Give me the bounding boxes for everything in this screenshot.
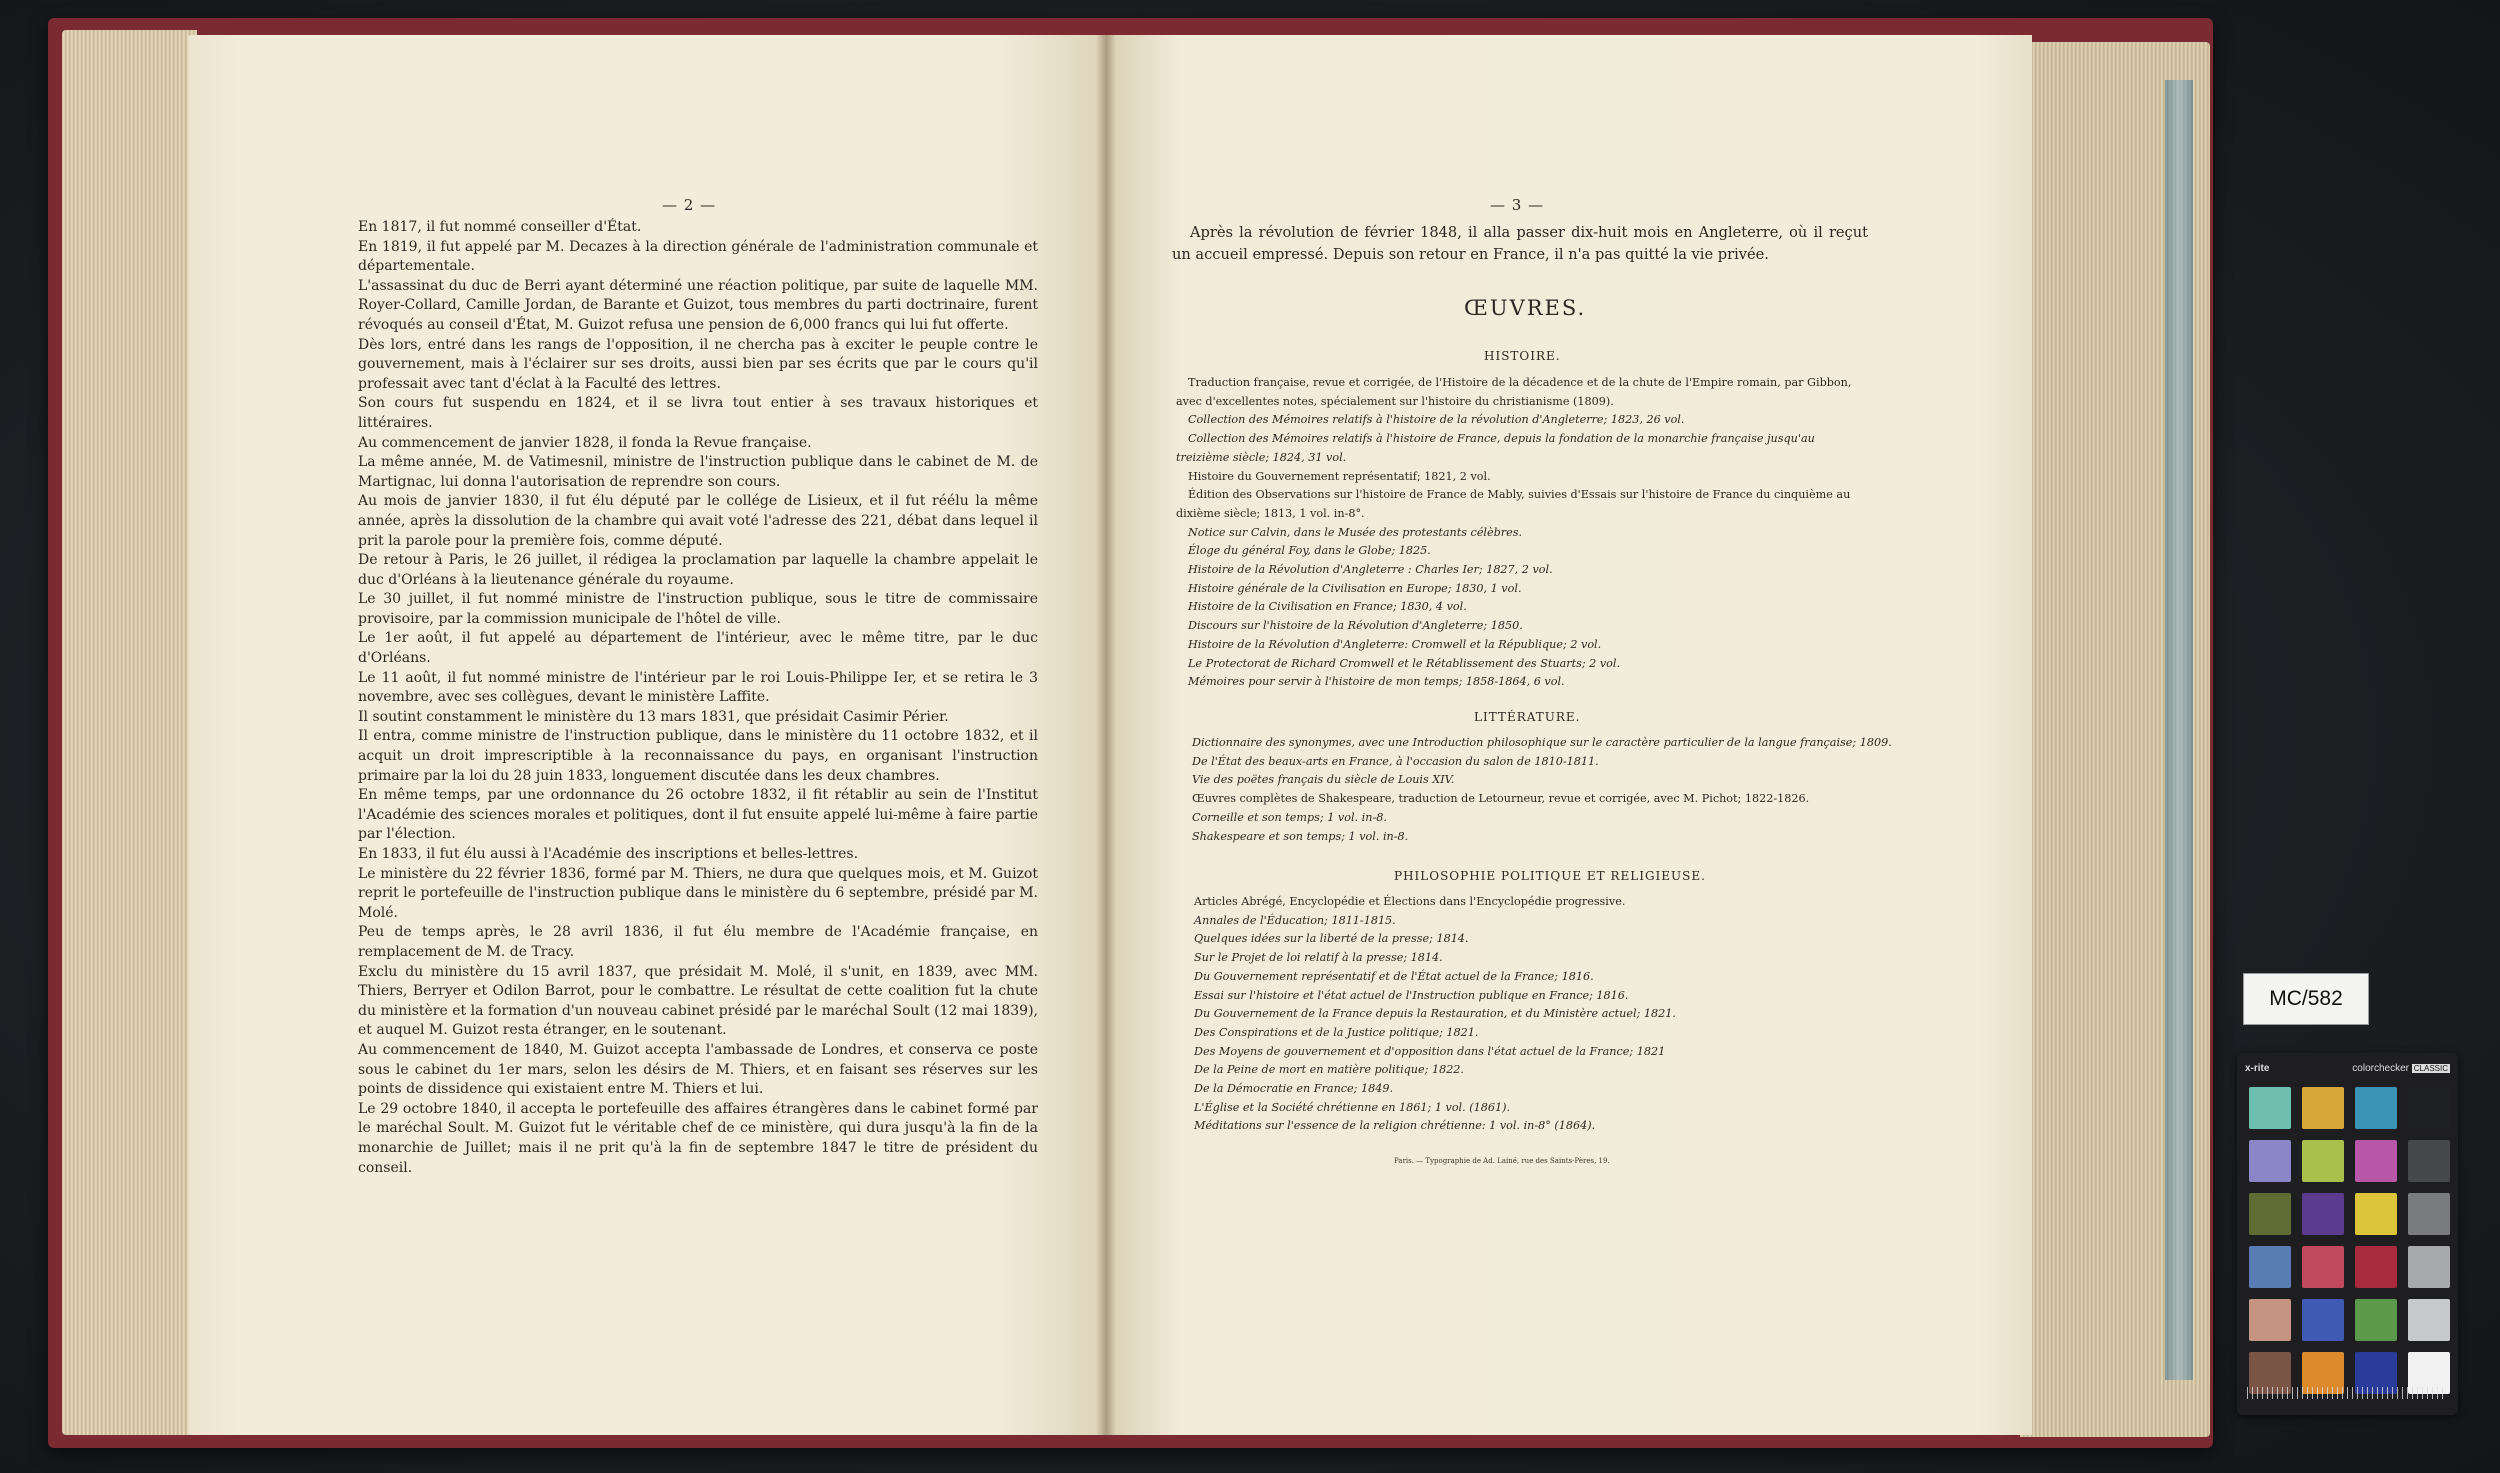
paragraph: En 1817, il fut nommé conseiller d'État. — [358, 219, 642, 235]
list-item: De la Peine de mort en matière politique; 1822. — [1194, 1063, 1464, 1077]
list-item: Sur le Projet de loi relatif à la presse; 1814. — [1194, 951, 1443, 965]
paragraph: Le 29 octobre 1840, il accepta le portefeuille des affaires étrangères dans le cabinet formé par le maréchal Soult. M. Guizot fut le véritable chef de ce ministère, qui dura jusqu'à la fin de la monarchie de Juillet; mais il ne prit qu'à la fin de septembre 1847 le titre de président du conseil. — [358, 1100, 1038, 1176]
list-item: Annales de l'Éducation; 1811-1815. — [1194, 913, 1396, 927]
paragraph: Le 11 août, il fut nommé ministre de l'intérieur par le roi Louis-Philippe Ier, et se retira le 3 novembre, avec ses collègues, devant le ministère Laffite. — [358, 669, 1038, 706]
list-item: Du Gouvernement représentatif et de l'État actuel de la France; 1816. — [1194, 969, 1594, 983]
list-item: Œuvres complètes de Shakespeare, traduction de Letourneur, revue et corrigée, avec M. Pichot; 1822-1826. — [1192, 792, 1810, 806]
color-swatch — [2355, 1140, 2397, 1182]
color-swatch — [2249, 1140, 2291, 1182]
list-item: Histoire générale de la Civilisation en Europe; 1830, 1 vol. — [1188, 581, 1522, 595]
bookmark-ribbon — [2165, 80, 2193, 1380]
color-swatch — [2249, 1299, 2291, 1341]
paragraph: Après la révolution de février 1848, il alla passer dix-huit mois en Angleterre, où il reçut un accueil empressé. Depuis son retour en France, il n'a pas quitté la vie privée. — [1172, 224, 1868, 263]
list-item: Collection des Mémoires relatifs à l'histoire de France, depuis la fondation de la monarchie française jusqu'au treizième siècle; 1824, 31 vol. — [1176, 432, 1815, 464]
paragraph: De retour à Paris, le 26 juillet, il rédigea la proclamation par laquelle la chambre appelait le duc d'Orléans à la lieutenance générale du royaume. — [358, 552, 1038, 588]
list-item: Shakespeare et son temps; 1 vol. in-8. — [1192, 829, 1409, 843]
list-item: Édition des Observations sur l'histoire de France de Mably, suivies d'Essais sur l'histoire de France du cinquième au dixième siècle; 1813, 1 vol. in-8°. — [1176, 488, 1851, 520]
list-item: Collection des Mémoires relatifs à l'histoire de la révolution d'Angleterre; 1823, 26 vol. — [1188, 413, 1685, 427]
list-item: Discours sur l'histoire de la Révolution d'Angleterre; 1850. — [1188, 619, 1523, 633]
list-item: Le Protectorat de Richard Cromwell et le Rétablissement des Stuarts; 2 vol. — [1188, 656, 1621, 670]
color-swatch — [2408, 1246, 2450, 1288]
color-swatch — [2302, 1193, 2344, 1235]
catalog-label: MC/582 — [2243, 973, 2369, 1025]
list-item: Traduction française, revue et corrigée, de l'Histoire de la décadence et de la chute de l'Empire romain, par Gibbon, avec d'excellentes notes, spécialement sur l'histoire du christianisme (1809). — [1176, 376, 1852, 408]
list-item: Articles Abrégé, Encyclopédie et Élections dans l'Encyclopédie progressive. — [1194, 895, 1626, 908]
list-item: De l'État des beaux-arts en France, à l'occasion du salon de 1810-1811. — [1192, 754, 1599, 768]
paragraph: En 1833, il fut élu aussi à l'Académie des inscriptions et belles-lettres. — [358, 846, 859, 862]
list-item: Histoire du Gouvernement représentatif; 1821, 2 vol. — [1188, 469, 1491, 483]
litterature-list — [1192, 734, 1892, 846]
paragraph: Peu de temps après, le 28 avril 1836, il fut élu membre de l'Académie française, en remplacement de M. de Tracy. — [358, 924, 1038, 960]
list-item: Dictionnaire des synonymes, avec une Introduction philosophique sur le caractère particulier de la langue française; 1809. — [1192, 736, 1892, 749]
paragraph: Il entra, comme ministre de l'instruction publique, dans le ministère du 11 octobre 1832, et il acquit un droit imprescriptible à la reconnaissance du pays, en organisant l'instruction primaire par la loi du 28 juin 1833, longuement discutée dans les deux chambres. — [358, 728, 1038, 784]
color-swatch — [2249, 1246, 2291, 1288]
right-page-intro — [1172, 222, 1868, 266]
paragraph: Le 1er août, il fut appelé au département de l'intérieur, avec le même titre, par le duc d'Orléans. — [358, 630, 1038, 667]
section-heading-litterature: LITTÉRATURE. — [1474, 710, 1581, 724]
paragraph: Il soutint constamment le ministère du 13 mars 1831, que présidait Casimir Périer. — [358, 708, 949, 725]
color-swatch — [2249, 1087, 2291, 1129]
color-swatch — [2302, 1087, 2344, 1129]
color-swatch — [2302, 1140, 2344, 1182]
list-item: Vie des poëtes français du siècle de Louis XIV. — [1192, 773, 1455, 787]
paragraph: En même temps, par une ordonnance du 26 octobre 1832, il fit rétablir au sein de l'Institut l'Académie des sciences morales et politiques, dont il fut ensuite appelé lui-même à faire partie par l'élection. — [358, 787, 1038, 843]
list-item: Méditations sur l'essence de la religion chrétienne: 1 vol. in-8° (1864). — [1194, 1119, 1596, 1133]
color-swatch — [2408, 1193, 2450, 1235]
color-swatch — [2408, 1087, 2450, 1129]
philosophie-list — [1194, 893, 1868, 1136]
printer-colophon: Paris. — Typographie de Ad. Lainé, rue des Saints-Pères, 19. — [1394, 1157, 1610, 1165]
color-swatch — [2355, 1087, 2397, 1129]
color-checker-header — [2245, 1059, 2450, 1077]
paragraph: Son cours fut suspendu en 1824, et il se livra tout entier à ses travaux historiques et littéraires. — [358, 395, 1038, 431]
list-item: Des Conspirations et de la Justice politique; 1821. — [1194, 1025, 1479, 1039]
xrite-logo: x-rite — [2245, 1062, 2270, 1074]
paragraph: Exclu du ministère du 15 avril 1837, que présidait M. Molé, il s'unit, en 1839, avec MM. Thiers, Berryer et Odilon Barrot, pour le combattre. Le résultat de cette coalition fut la chute du ministère et la formation d'un nouveau cabinet présidé par le maréchal Soult (12 mai 1839), et auquel M. Guizot resta étranger, en le soutenant. — [358, 963, 1038, 1039]
left-page-number: — 2 — — [662, 196, 717, 214]
works-title: ŒUVRES. — [1464, 296, 1587, 320]
color-checker-card — [2237, 1053, 2458, 1415]
list-item: Histoire de la Révolution d'Angleterre : Charles Ier; 1827, 2 vol. — [1188, 563, 1553, 577]
color-swatch — [2302, 1299, 2344, 1341]
list-item: L'Église et la Société chrétienne en 1861; 1 vol. (1861). — [1194, 1100, 1510, 1114]
section-heading-philosophie: PHILOSOPHIE POLITIQUE ET RELIGIEUSE. — [1394, 869, 1706, 883]
paragraph: Dès lors, entré dans les rangs de l'opposition, il ne chercha pas à exciter le peuple contre le gouvernement, mais à l'éclairer sur ses droits, aussi bien par ses écrits que par le cours qu'il professait avec tant d'éclat à la Faculté des lettres. — [358, 336, 1038, 392]
histoire-list — [1176, 374, 1868, 692]
color-swatch — [2355, 1193, 2397, 1235]
section-heading-histoire: HISTOIRE. — [1484, 349, 1561, 363]
list-item: De la Démocratie en France; 1849. — [1194, 1082, 1394, 1096]
list-item: Essai sur l'histoire et l'état actuel de l'Instruction publique en France; 1816. — [1194, 988, 1629, 1002]
paragraph: En 1819, il fut appelé par M. Decazes à la direction générale de l'administration communale et départementale. — [358, 238, 1038, 275]
paragraph: Au commencement de 1840, M. Guizot accepta l'ambassade de Londres, et conserva ce poste sous le cabinet du 1er mars, selon les désirs de M. Thiers, et en faisant ses réserves sur les points de dissidence qui existaient entre M. Thiers et lui. — [358, 1041, 1038, 1098]
list-item: Histoire de la Civilisation en France; 1830, 4 vol. — [1188, 600, 1467, 614]
color-swatch — [2302, 1246, 2344, 1288]
color-swatch-grid — [2249, 1087, 2447, 1394]
book-gutter — [1096, 35, 1116, 1435]
list-item: Corneille et son temps; 1 vol. in-8. — [1192, 810, 1387, 824]
edition-badge: CLASSIC — [2413, 1063, 2448, 1073]
list-item: Quelques idées sur la liberté de la presse; 1814. — [1194, 932, 1469, 946]
product-name: colorchecker — [2352, 1062, 2409, 1074]
paragraph: Au commencement de janvier 1828, il fonda la Revue française. — [358, 434, 812, 451]
list-item: Notice sur Calvin, dans le Musée des protestants célèbres. — [1188, 525, 1523, 539]
paragraph: Au mois de janvier 1830, il fut élu député par le collége de Lisieux, et il fut réélu la même année, après la dissolution de la chambre qui avait voté l'adresse des 221, débat dans lequel il prit la parole pour la première fois, comme député. — [358, 493, 1038, 549]
color-swatch — [2408, 1140, 2450, 1182]
list-item: Histoire de la Révolution d'Angleterre: Cromwell et la République; 2 vol. — [1188, 637, 1602, 651]
list-item: Mémoires pour servir à l'histoire de mon temps; 1858-1864, 6 vol. — [1188, 675, 1565, 689]
colorchecker-label — [2352, 1063, 2450, 1074]
left-page-body — [358, 218, 1038, 1178]
color-swatch — [2355, 1299, 2397, 1341]
paragraph: Le ministère du 22 février 1836, formé par M. Thiers, ne dura que quelques mois, et M. Guizot reprit le portefeuille de l'instruction publique dans le ministère du 6 septembre, présidé par M. Molé. — [358, 865, 1038, 921]
color-swatch — [2408, 1299, 2450, 1341]
color-swatch — [2355, 1246, 2397, 1288]
list-item: Des Moyens de gouvernement et d'opposition dans l'état actuel de la France; 1821 — [1194, 1044, 1666, 1058]
list-item: Du Gouvernement de la France depuis la Restauration, et du Ministère actuel; 1821. — [1194, 1007, 1676, 1021]
paragraph: Le 30 juillet, il fut nommé ministre de l'instruction publique, sous le titre de commissaire provisoire, par la commission municipale de l'hôtel de ville. — [358, 591, 1038, 627]
right-page-number: — 3 — — [1490, 196, 1545, 214]
list-item: Éloge du général Foy, dans le Globe; 1825. — [1188, 544, 1431, 558]
left-page-edges — [62, 30, 197, 1435]
color-swatch — [2249, 1193, 2291, 1235]
paragraph: L'assassinat du duc de Berri ayant déterminé une réaction politique, par suite de laquelle MM. Royer-Collard, Camille Jordan, de Barante et Guizot, tous membres du parti doctrinaire, furent révoqués au conseil d'État, M. Guizot refusa une pension de 6,000 francs qui lui fut offerte. — [358, 277, 1038, 333]
scale-ruler — [2247, 1387, 2447, 1399]
paragraph: La même année, M. de Vatimesnil, ministre de l'instruction publique dans le cabinet de M. de Martignac, lui donna l'autorisation de reprendre son cours. — [358, 454, 1038, 490]
